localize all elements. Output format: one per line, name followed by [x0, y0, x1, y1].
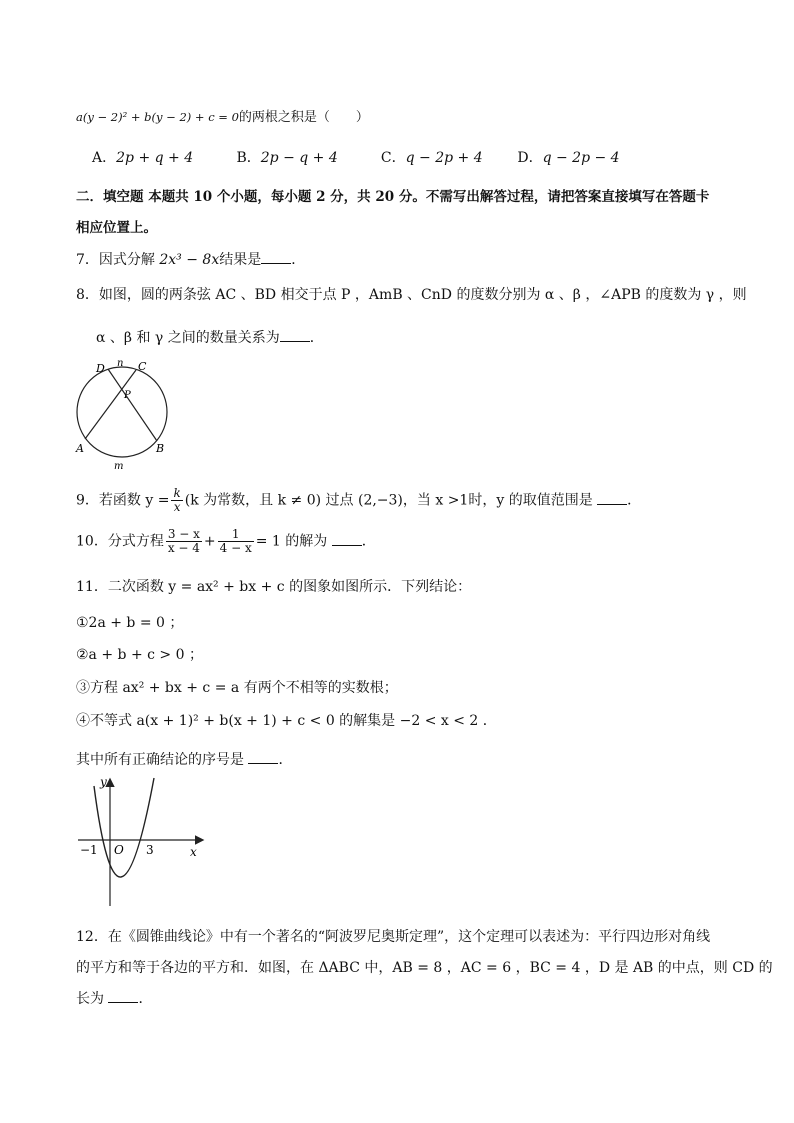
- q9-fraction: $\frac{k}{x}$: [173, 486, 181, 515]
- q6-option-a: A．2p + q + 4: [92, 150, 194, 166]
- q6-stem: [76, 106, 369, 125]
- question-8-line1: [76, 284, 747, 304]
- y-axis-label: y: [100, 775, 107, 789]
- label-c: C: [138, 360, 147, 373]
- q12-text: 在《圆锥曲线论》中有一个著名的“阿波罗尼奥斯定理”，这个定理可以表述为：平行四边形对角线: [107, 929, 711, 945]
- q7-expression: 2x³ − 8x: [159, 252, 220, 268]
- q11-ask: 其中所有正确结论的序号是 ．: [76, 752, 293, 768]
- circle-outline: [77, 367, 167, 457]
- x-axis-label: x: [190, 845, 197, 859]
- q11-item-3: ③方程 ax² + bx + c = a 有两个不相等的实数根；: [76, 680, 398, 696]
- q11-answer-blank: [248, 751, 278, 764]
- q10-answer-blank: [332, 533, 362, 546]
- q6-options: [92, 147, 647, 167]
- q12-number: 12．: [76, 929, 108, 945]
- q11-item-1: ①2a + b = 0 ；: [76, 615, 184, 631]
- q6-option-d: D．q − 2p − 4: [517, 150, 620, 166]
- question-12-line2: 的平方和等于各边的平方和．如图，在 ΔABC 中，AB = 8 ，AC = 6 ，BC = 4 ，D 是 AB 的中点，则 CD 的: [76, 960, 773, 976]
- q9-text-b: (k 为常数，且 k ≠ 0) 过点 (2,−3)，当 x >1时，y 的取值范围是: [184, 492, 593, 509]
- question-9: 9．若函数 y = $\frac{k}{x}$ (k 为常数，且 k ≠ 0) 过点 (2,−3)，当 x >1时，y 的取值范围是 ．: [76, 486, 642, 515]
- q6-stem-text: 的两根之积是（ ）: [238, 110, 369, 125]
- q11-text: 二次函数 y = ax² + bx + c 的图象如图所示．下列结论：: [107, 579, 472, 595]
- label-a: A: [76, 442, 84, 455]
- q8-circle-figure: [72, 356, 176, 472]
- question-7: 7．因式分解 2x³ − 8x结果是 ．: [76, 252, 306, 268]
- q6-stem-expression: a(y − 2)² + b(y − 2) + c = 0: [76, 110, 239, 124]
- q11-parabola-graph: [74, 774, 206, 910]
- chord-ac: [85, 370, 136, 439]
- parabola-curve: [94, 778, 154, 877]
- label-d: D: [96, 362, 105, 375]
- tick-neg1: −1: [80, 843, 98, 857]
- label-b: B: [156, 442, 165, 455]
- q8-answer-blank: [280, 329, 310, 342]
- question-12-line1: [76, 926, 710, 946]
- q7-answer-blank: [261, 251, 291, 264]
- q8-text: 如图，圆的两条弦 AC 、BD 相交于点 P ，AmB 、CnD 的度数分别为 α 、β ，∠APB 的度数为 γ ，则: [98, 287, 747, 303]
- q10-number: 10．: [76, 533, 108, 550]
- question-11-stem: [76, 576, 471, 596]
- origin-label: O: [114, 843, 124, 857]
- q10-text: 分式方程: [107, 533, 164, 550]
- q11-number: 11．: [76, 579, 108, 595]
- q7-text-b: 结果是: [219, 252, 262, 268]
- section-2-heading-line1: 二．填空题 本题共 10 个小题，每小题 2 分，共 20 分。不需写出解答过程，请把答案直接填写在答题卡: [76, 189, 710, 205]
- q7-number: 7．: [76, 252, 99, 268]
- q11-item-4: ④不等式 a(x + 1)² + b(x + 1) + c < 0 的解集是 −2 < x < 2 ．: [76, 713, 497, 729]
- label-n: n: [117, 358, 124, 369]
- q9-text: 若函数 y =: [98, 492, 170, 509]
- q8-number: 8．: [76, 287, 99, 303]
- question-8-line2: α 、β 和 γ 之间的数量关系为 ．: [96, 330, 324, 346]
- q10-text-b: = 1 的解为: [255, 533, 328, 550]
- label-p: P: [124, 390, 131, 401]
- q10-fraction-2: $\frac{1}{4 - x}$: [219, 527, 252, 556]
- q8-text-line2: α 、β 和 γ 之间的数量关系为: [96, 330, 280, 346]
- chord-bd: [108, 369, 157, 441]
- q7-text: 因式分解: [98, 252, 160, 268]
- q6-option-c: C．q − 2p + 4: [380, 150, 483, 166]
- tick-3: 3: [146, 843, 154, 857]
- q12-answer-blank: [108, 990, 138, 1003]
- q10-fraction-1: $\frac{3 - x}{x - 4}$: [167, 527, 200, 556]
- question-10: 10．分式方程 $\frac{3 - x}{x - 4}$ + $\frac{1}{4 - x}$ = 1 的解为 ．: [76, 527, 376, 556]
- q9-number: 9．: [76, 492, 99, 509]
- q9-answer-blank: [597, 492, 627, 505]
- label-m: m: [114, 461, 124, 472]
- section-2-heading-line2: 相应位置上。: [76, 220, 157, 236]
- q6-option-b: B．2p − q + 4: [236, 150, 338, 166]
- q11-item-2: ②a + b + c > 0 ；: [76, 647, 203, 663]
- question-12-line3: 长为 ．: [76, 991, 153, 1007]
